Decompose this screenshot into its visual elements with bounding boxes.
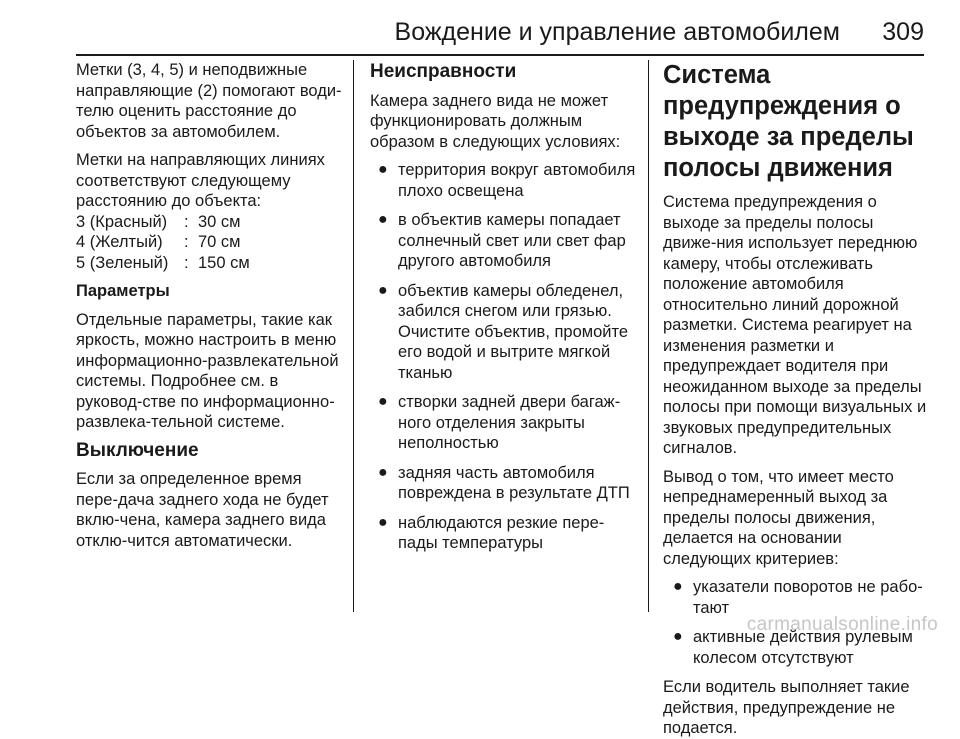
list-item: [370, 281, 636, 384]
list-item: [663, 577, 929, 618]
bullet-icon: ●: [378, 513, 388, 531]
params-heading: Параметры: [76, 282, 170, 300]
list-item: [370, 160, 636, 201]
list-item: [370, 392, 636, 454]
faults-list: [370, 160, 636, 554]
distance-label: 4 (Желтый): [76, 233, 163, 251]
column-divider: [648, 60, 649, 612]
list-item-text: створки задней двери багаж-ного отделения закрыты неполностью: [398, 393, 621, 452]
distance-row: [76, 253, 342, 274]
params-paragraph: Отдельные параметры, такие как яркость, можно настроить в меню информационно-развлекательной системы. Подробнее см. в руковод-стве по информационно-развлека-тельной системе.: [76, 310, 339, 431]
distance-value: 150 см: [198, 253, 250, 272]
faults-heading: Неисправности: [370, 61, 517, 82]
distance-value: 70 см: [198, 233, 241, 251]
list-item: [370, 513, 636, 554]
page-header: [76, 10, 924, 56]
list-item-text: в объектив камеры попадает солнечный свет или свет фар другого автомобиля: [398, 211, 626, 270]
column-left: [76, 60, 342, 612]
distance-label: 3 (Красный): [76, 212, 168, 231]
list-item-text: объектив камеры обледенел, забился снегом или грязью. Очистите объектив, промойте его водой и вытрите мягкой тканью: [398, 281, 629, 382]
bullet-icon: ●: [378, 463, 388, 481]
distance-row: [76, 232, 342, 253]
bullet-icon: ●: [378, 161, 388, 178]
guides-paragraph: Метки на направляющих линиях соответствуют следующему расстоянию до объекта:: [76, 151, 325, 210]
faults-intro: Камера заднего вида не может функционировать должным образом в следующих условиях:: [370, 91, 621, 151]
bullet-icon: ●: [378, 281, 388, 299]
criteria-paragraph: Вывод о том, что имеет место непреднамеренный выход за пределы полосы движения, делается на основании следующих критериев:: [663, 467, 894, 568]
list-item: [370, 463, 636, 504]
list-item-text: территория вокруг автомобиля плохо освещена: [398, 161, 636, 200]
lane-warning-heading: Система предупреждения о выходе за пределы полосы движения: [663, 61, 914, 182]
distance-label: 5 (Зеленый): [76, 253, 169, 272]
bullet-icon: ●: [378, 211, 388, 228]
distance-table: [76, 212, 342, 274]
distance-value: 30 см: [198, 212, 241, 231]
off-paragraph: Если за определенное время пере-дача заднего хода не будет вклю-чена, камера заднего вида отклю-чится автоматически.: [76, 470, 329, 550]
lane-warning-paragraph: Система предупреждения о выходе за пределы полосы движе-ния использует переднюю камеру, чтобы отслеживать положение автомобиля относительно линий дорожной разметки. Система реагирует на изменения разметки и предупреждает водителя при неожиданном выходе за пределы полосы при помощи визуальных и звуковых предупредительных сигналов.: [663, 193, 927, 457]
distance-colon: :: [184, 212, 189, 231]
column-middle: [370, 60, 636, 612]
distance-colon: :: [184, 253, 189, 272]
bullet-icon: ●: [673, 628, 683, 645]
distance-row: [76, 212, 342, 233]
page-title: Вождение и управление автомобилем: [394, 18, 840, 46]
watermark: carmanualsonline.info: [746, 614, 938, 635]
column-divider: [353, 60, 354, 612]
list-item: [370, 210, 636, 272]
off-heading: Выключение: [76, 439, 199, 461]
list-item-text: активные действия рулевым колесом отсутствуют: [693, 628, 913, 667]
list-item-text: указатели поворотов не рабо-тают: [693, 578, 923, 617]
distance-colon: :: [184, 233, 189, 251]
list-item-text: задняя часть автомобиля повреждена в результате ДТП: [398, 463, 630, 502]
bullet-icon: ●: [673, 578, 683, 595]
page-number: 309: [882, 18, 924, 46]
bullet-icon: ●: [378, 393, 388, 410]
list-item-text: наблюдаются резкие пере-пады температуры: [398, 513, 605, 552]
intro-paragraph: Метки (3, 4, 5) и неподвижные направляющие (2) помогают води-телю оценить расстояние до объектов за автомобилем.: [76, 61, 342, 141]
closing-paragraph: Если водитель выполняет такие действия, предупреждение не подается.: [663, 678, 910, 737]
